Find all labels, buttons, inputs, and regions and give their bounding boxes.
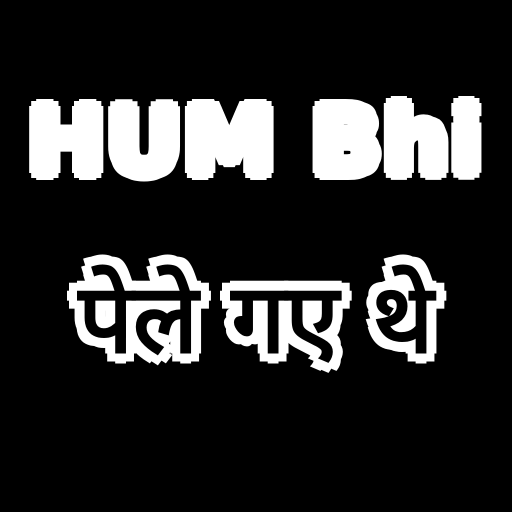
- sticker-text-english: HUM Bhi: [27, 88, 485, 195]
- sticker-text-hindi: पेले गए थे: [78, 263, 434, 375]
